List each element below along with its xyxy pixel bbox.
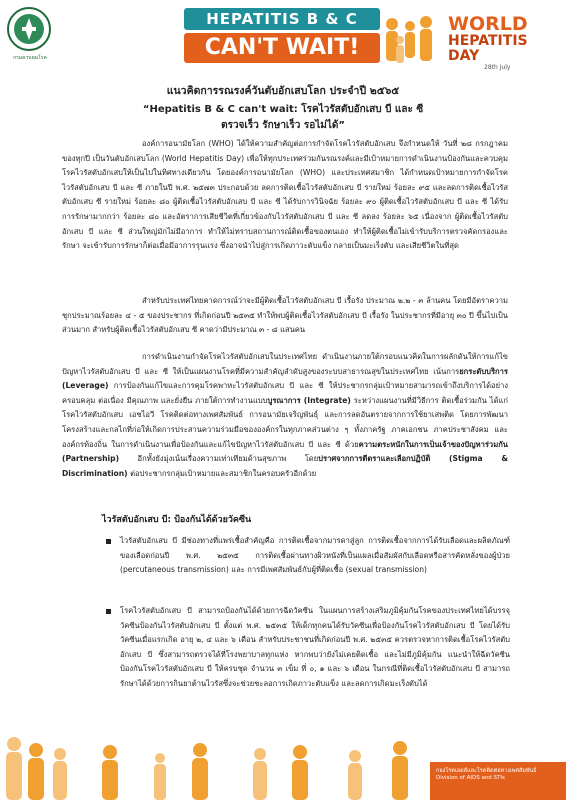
p3-bold-leverage: ยกระดับบริการ (Leverage) bbox=[62, 366, 508, 391]
p3-text-a: การดำเนินงานกำจัดโรคไวรัสตับอักเสบในประเทศไทย ดำเนินงานภายใต้กรอบแนวคิดในการผลักดันให้การแก้ไขปัญหาไวรัสตับอักเสบ บี และ ซี ให้เป็นแผนงานโรคที่มีความสำคัญลำดับสูงของระบบสาธารณสุขในประเทศไทย เน้นการ bbox=[62, 352, 508, 376]
bullet-item-2: โรคไวรัสตับอักเสบ บี สามารถป้องกันได้ด้วยการฉีดวัคซีน ในแผนการสร้างเสริมภูมิคุ้มกันโรคของประเทศไทยได้บรรจุวัคซีนป้องกันไวรัสตับอักเสบ บี ตั้งแต่ พ.ศ. ๒๕๓๕ ให้เด็กทุกคนได้รับวัคซีนเพื่อป้องกันโรคไวรัสตับอักเสบ บี โดยได้รับวัคซีนเมื่อแรกเกิด อายุ ๒, ๔ และ ๖ เดือน สำหรับประชาชนที่เกิดก่อนปี พ.ศ. ๒๕๓๕ ควรตรวจหาการติดเชื้อโรคไวรัสตับอักเสบ บี ซึ่งสามารถตรวจได้ที่โรงพยาบาลทุกแห่ง หากพบว่ายังไม่เคยติดเชื้อ และไม่มีภูมิคุ้มกัน แนะนำให้ฉีดวัคซีนป้องกันโรคไวรัสตับอักเสบ บี ให้ครบชุด จำนวน ๓ เข็ม ที่ ๐, ๑ และ ๖ เดือน ในกรณีที่ติดเชื้อไวรัสตับอักเสบ บี สามารถรักษาได้ด้วยการกินยาต้านไวรัสซึ่งจะช่วยชะลอการเกิดภาวะตับแข็ง และลดการเกิดมะเร็งตับได้ bbox=[120, 606, 510, 688]
people-silhouettes-icon bbox=[300, 10, 440, 66]
paragraph-2: สำหรับประเทศไทยคาดการณ์ว่าจะมีผู้ติดเชื้อไวรัสตับอักเสบ บี เรื้อรัง ประมาณ ๒.๒ - ๓ ล้านคน โดยมีอัตราความชุกประมาณร้อยละ ๔ - ๕ ของประชากร ที่เกิดก่อนปี ๒๕๓๕ ทำให้พบผู้ติดเชื้อไวรัสตับอักเสบ บี เรื้อรัง ในประชากรที่มีอายุ ๓๐ ปี ขึ้นไปเป็นส่วนมาก สำหรับผู้ติดเชื้อไวรัสตับอักเสบ ซี คาดว่ามีประมาณ ๓ - ๘ แสนคน bbox=[62, 296, 508, 335]
p3-bold-partnership: ความตระหนักในการเป็นเจ้าของปัญหาร่วมกัน (Partnership) bbox=[62, 439, 508, 464]
whd-hepatitis-day: HEPATITIS DAY bbox=[448, 33, 528, 64]
header bbox=[0, 0, 566, 72]
world-hepatitis-day-logo bbox=[448, 14, 558, 74]
whd-world: WORLD bbox=[448, 13, 528, 35]
page-title: แนวคิดการรณรงค์วันตับอักเสบโลก ประจำปี ๒๕๖๕ bbox=[166, 85, 400, 97]
subtitle-line1: “Hepatitis B & C can't wait: โรคไวรัสตับอักเสบ บี และ ซี bbox=[142, 104, 424, 115]
footer-people-silhouettes-icon bbox=[0, 714, 566, 800]
p3-text-c: การป้องกันแก้ไขและการคุมโรคพาหะไวรัสตับอักเสบ บี และ ซี ให้ประชากรกลุ่มเป้าหมายสามารถเข้าถึงบริการได้อย่างครอบคลุม ต่อเนื่อง มีคุณภาพ และยั่งยืน ภายใต้การทำงานแบบ bbox=[62, 381, 508, 405]
p3-bold-integrate: บูรณาการ (Integrate) bbox=[267, 395, 351, 405]
bullet-item-1: ไวรัสตับอักเสบ บี มีช่องทางที่แพร่เชื้อสำคัญคือ การติดเชื้อจากมารดาสู่ลูก การติดเชื้อจากการได้รับเลือดและผลิตภัณฑ์ของเลือดก่อนปี พ.ศ. ๒๕๓๕ การติดเชื้อผ่านทางผิวหนังที่เป็นแผลเมื่อสัมผัสกับเลือดหรือสารคัดหลั่งของผู้ป่วย (percutaneous transmission) และ การมีเพศสัมพันธ์กับผู้ที่ติดเชื้อ (sexual transmission) bbox=[120, 536, 510, 575]
dept-english: Division of AIDS and STIs bbox=[436, 775, 505, 781]
p3-text-e: อีกทั้งยังมุ่งเน้นเรื่องความเท่าเทียมด้านสุขภาพ โดย bbox=[119, 454, 319, 464]
dept-thai: กองโรคเอดส์และโรคติดต่อทางเพศสัมพันธ์ bbox=[436, 768, 537, 774]
ddc-logo-icon bbox=[6, 6, 52, 52]
banner-line2: CAN'T WAIT! bbox=[184, 33, 380, 63]
subtitle-line2: ตรวจเร็ว รักษาเร็ว รอไม่ได้” bbox=[221, 120, 345, 131]
department-footer bbox=[436, 768, 562, 782]
p3-bold-stigma: ปราศจากการตีตราและเลือกปฏิบัติ (Stigma & Discrimination) bbox=[62, 454, 508, 478]
logo-text: กรมควบคุมโรค bbox=[13, 55, 47, 61]
bullet-square-icon bbox=[106, 609, 111, 614]
bullet-square-icon bbox=[106, 539, 111, 544]
section-heading: ไวรัสตับอักเสบ บี: ป้องกันได้ด้วยวัคซีน bbox=[102, 515, 252, 525]
banner-line1: HEPATITIS B & C bbox=[184, 8, 380, 30]
p3-text-f: ต่อประชากรกลุ่มเป้าหมายและสมาชิกในครอบครัวอีกด้วย bbox=[127, 468, 317, 478]
paragraph-1: องค์การอนามัยโลก (WHO) ได้ให้ความสำคัญต่อการกำจัดโรคไวรัสตับอักเสบ จึงกำหนดให้ วันที่ ๒๘ กรกฎาคม ของทุกปี เป็นวันตับอักเสบโลก (World Hepatitis Day) เพื่อให้ทุกประเทศร่วมกันรณรงค์และมีเป้าหมายการดำเนินงานป้องกันและควบคุมโรคไวรัสตับอักเสบให้เป็นไปในทิศทางเดียวกัน โดยองค์การอนามัยโลก (WHO) และประเทศสมาชิก ได้กำหนดเป้าหมายการกำจัดโรคไวรัสตับอักเสบ บี และ ซี ภายในปี พ.ศ. ๒๕๗๓ ประกอบด้วย ลดการติดเชื้อไวรัสตับอักเสบ บี รายใหม่ ร้อยละ ๙๕ และลดการติดเชื้อไวรัสตับอักเสบ ซี รายใหม่ ร้อยละ ๘๐ ผู้ติดเชื้อไวรัสตับอักเสบ บี และ ซี ได้รับการวินิจฉัย ร้อยละ ๙๐ ผู้ติดเชื้อไวรัสตับอักเสบ บี และ ซี ได้รับการรักษามากกว่า ร้อยละ ๘๐ และอัตราการเสียชีวิตที่เกี่ยวข้องกับไวรัสตับอักเสบ บี และ ซี ลดลง ร้อยละ ๖๕ เนื่องจาก ผู้ติดเชื้อไวรัสตับอักเสบ บี และ ซี ส่วนใหญ่มักไม่มีอาการ ทำให้ไม่ทราบสถานการณ์ติดเชื้อของตนเอง ทำให้ผู้ติดเชื้อไม่เข้ารับบริการตรวจคัดกรองและรักษา จะเข้ารับการรักษาก็ต่อเมื่อมีอาการรุนแรง ซึ่งอาจนำไปสู่การเกิดภาวะตับแข็ง กลายเป็นมะเร็งตับ และเสียชีวิตในที่สุด bbox=[62, 139, 508, 251]
whd-date: 28th July bbox=[484, 64, 511, 71]
p3-text-d: ระหว่างแผนงานที่มีวิธีการ ติดเชื้อร่วมกัน ได้แก่ โรคไวรัสตับอักเสบ เอชไอวี โรคติดต่อทางเพศสัมพันธ์ การอนามัยเจริญพันธุ์ และการลดอันตรายจากการใช้ยาเสพติด โดยการพัฒนาโครงสร้างและกลไกที่ก่อให้เกิดการประสานความร่วมมือขององค์กรในทุกภาคส่วนต่าง ๆ ทั้งภาครัฐ ภาคเอกชน ภาคประชาสังคม และองค์กรท้องถิ่น ในการดำเนินงานเพื่อป้องกันและแก้ไขปัญหาไวรัสตับอักเสบ บี และ ซี ด้วย bbox=[62, 395, 508, 449]
paragraph-3 bbox=[62, 350, 508, 481]
